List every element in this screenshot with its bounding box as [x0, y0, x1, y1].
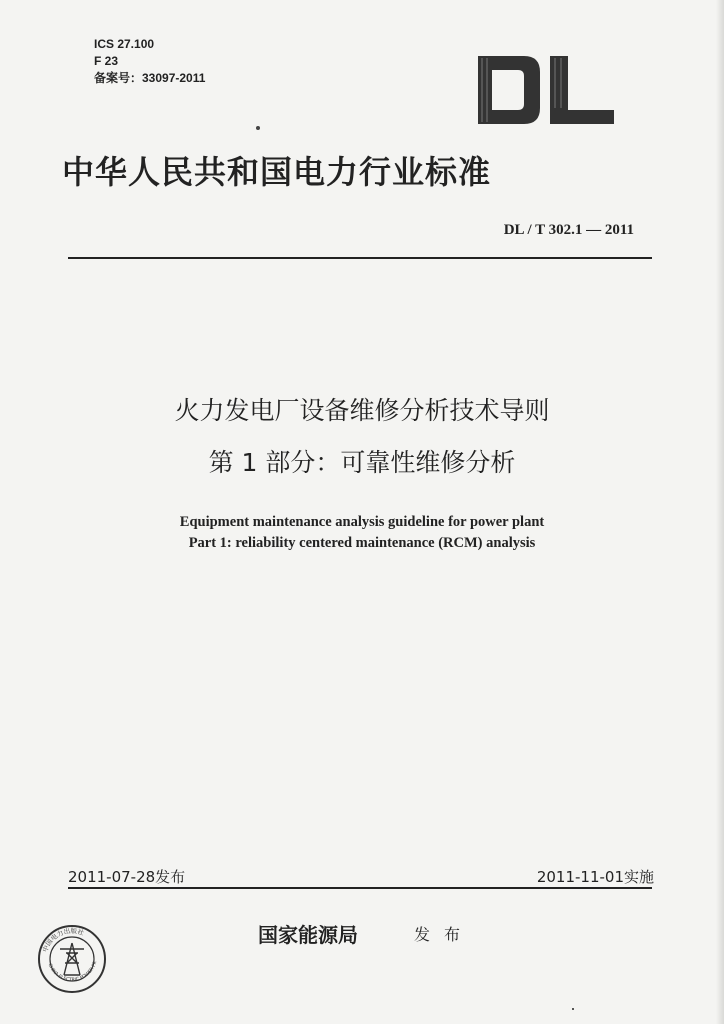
standard-number: DL / T 302.1 — 2011	[503, 222, 634, 238]
bottom-divider	[68, 887, 652, 889]
publish-label: 发布	[414, 925, 475, 944]
english-title-line-2: Part 1: reliability centered maintenance (RCM) analysis	[188, 535, 536, 551]
scan-edge-shadow	[716, 0, 724, 1024]
standard-title: 中华人民共和国电力行业标准	[62, 153, 492, 191]
print-speck-bottom	[572, 1008, 574, 1010]
svg-text:中国电力出版社: 中国电力出版社	[41, 926, 85, 954]
chinese-title-line-2: 第 1 部分：可靠性维修分析	[208, 448, 516, 477]
filing-number: 备案号：33097-2011	[94, 71, 206, 85]
release-date: 2011-07-28发布	[68, 868, 186, 886]
issuing-authority: 国家能源局	[258, 923, 358, 947]
english-title-line-1: Equipment maintenance analysis guideline for power plant	[179, 514, 545, 530]
classification-block	[94, 36, 205, 87]
effective-date: 2011-11-01实施	[536, 868, 654, 886]
chinese-title-line-1: 火力发电厂设备维修分析技术导则	[174, 396, 550, 425]
print-speck	[256, 126, 260, 130]
ics-code: ICS 27.100	[94, 37, 155, 51]
dl-logo	[478, 56, 614, 124]
svg-text:CHINA ELECTRIC POWER PRESS: CHINA ELECTRIC POWER PR	[46, 960, 99, 984]
publisher-stamp-icon	[36, 923, 108, 995]
category-code: F 23	[94, 54, 119, 68]
english-title	[0, 512, 724, 554]
top-divider	[68, 257, 652, 259]
